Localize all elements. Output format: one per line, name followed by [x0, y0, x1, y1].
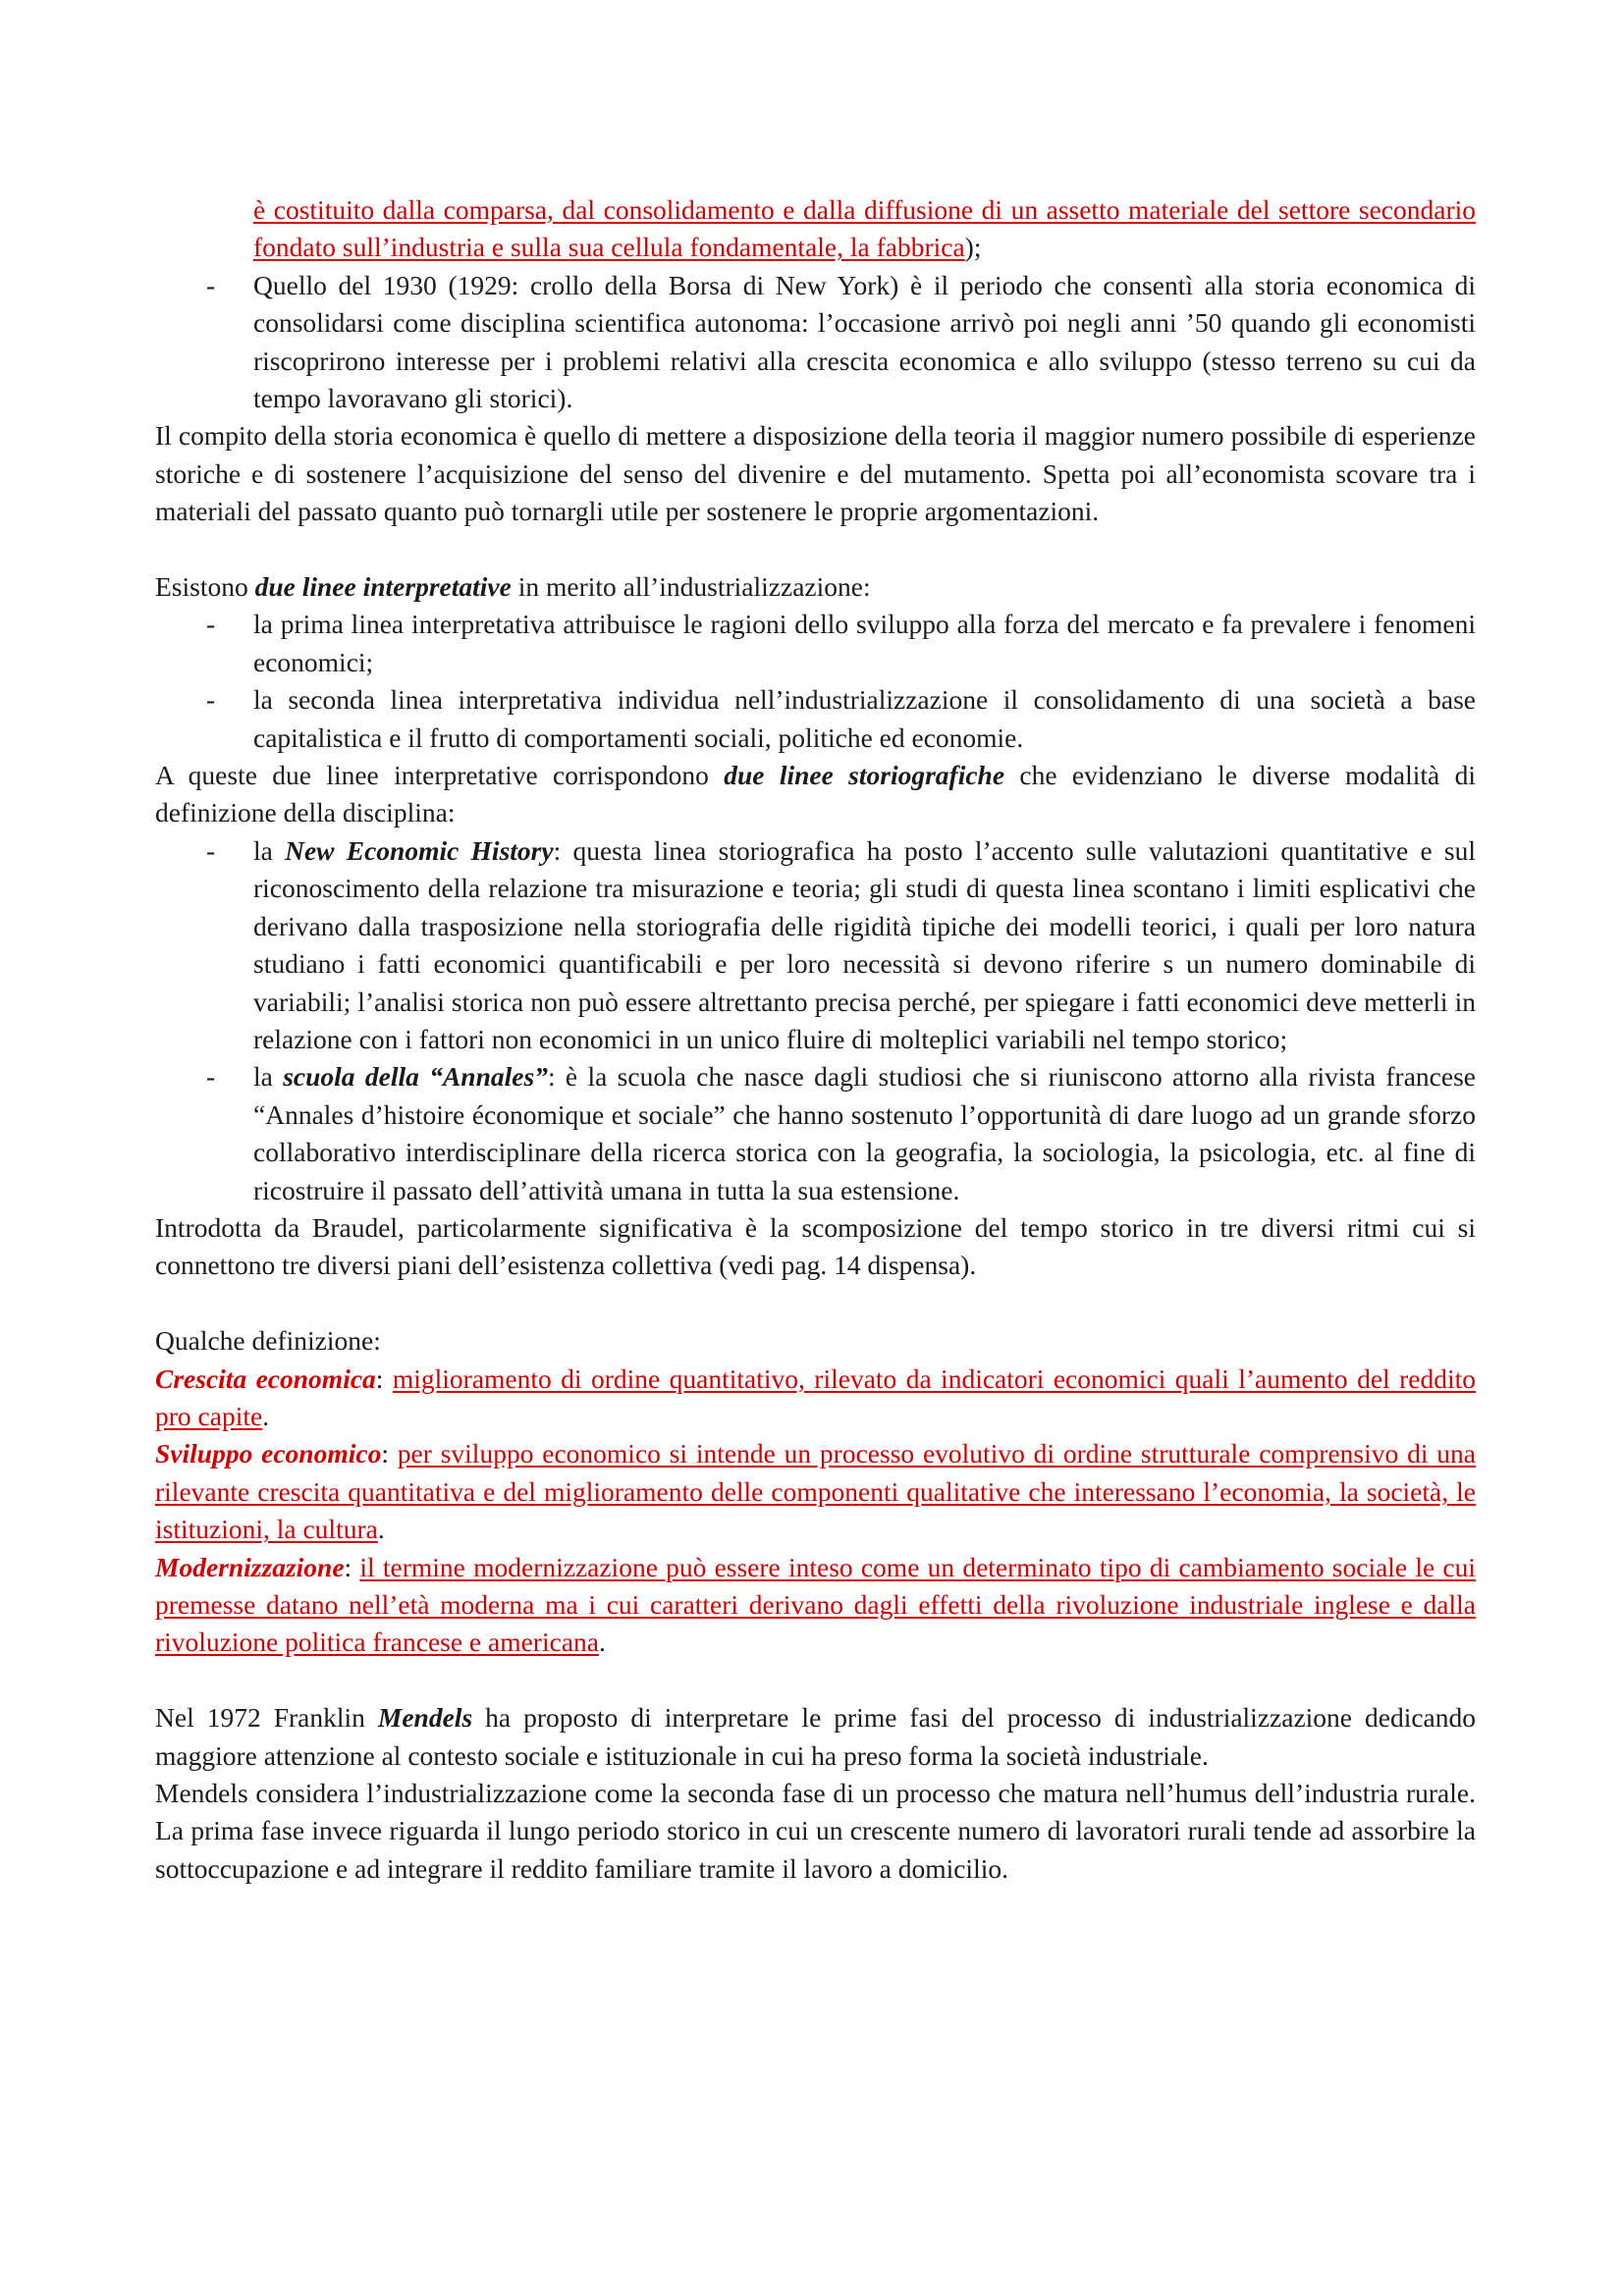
list-item-text: la prima linea interpretativa attribuisce le ragioni dello sviluppo alla forza del mercato e fa prevalere i fenomeni economici; [253, 609, 1476, 677]
lead-text-after: che evidenziano le diverse modalità di definizione della disciplina: [155, 760, 1476, 828]
red-underlined-text: è costituito dalla comparsa, dal consolidamento e dalla diffusione di un assetto materiale del settore secondario fondato sull’industria e sulla sua cellula fondamentale, la fabbrica [253, 194, 1476, 263]
definition-end: . [598, 1627, 606, 1658]
paragraph-mendels-1972 [155, 1699, 1476, 1775]
lead-text-after: in merito all’industrializzazione: [511, 571, 871, 603]
blank-line [155, 1285, 1476, 1322]
emphasis-text: New Economic History [285, 834, 554, 866]
definition-end: . [262, 1400, 270, 1431]
definition-text: per sviluppo economico si intende un processo evolutivo di ordine strutturale comprensivo di una rilevante crescita quantitativa e del miglioramento delle componenti qualitative che interessano l’economia, la società, le istituzioni, la cultura [155, 1438, 1476, 1545]
definition-text: miglioramento di ordine quantitativo, rilevato da indicatori economici quali l’aumento del reddito pro capite [155, 1362, 1476, 1431]
continued-tail: ); [964, 232, 982, 263]
page-content [155, 191, 1476, 1888]
list-item-text: : questa linea storiografica ha posto l’accento sulle valutazioni quantitative e sul riconoscimento della relazione tra misurazione e teoria; gli studi di questa linea scontano i limiti esplicativi che derivano dalla trasposizione nella storiografia delle rigidità tipiche dei modelli teorici, i quali per loro natura studiano i fatti economici quantificabili e per loro necessità si devono riferire s un numero dominabile di variabili; l’analisi storica non può essere altrettanto precisa perché, per spiegare i fatti economici deve metterli in relazione con i fattori non economici in un unico fluire di molteplici variabili nel tempo storico; [253, 834, 1476, 1054]
lead-text: A queste due linee interpretative corrispondono [155, 760, 725, 791]
paragraph-compito: Il compito della storia economica è quello di mettere a disposizione della teoria il maggior numero possibile di esperienze storiche e di sostenere l’acquisizione del senso del divenire e del mutamento. Spetta poi all’economista scovare tra i materiali del passato quanto può tornargli utile per sostenere le proprie argomentazioni. [155, 420, 1476, 527]
list-item [155, 1058, 1476, 1209]
dash-bullet: - [206, 684, 216, 716]
dash-bullet: - [206, 609, 216, 640]
emphasis-text: due linee storiografiche [724, 760, 1005, 791]
blank-line [155, 1662, 1476, 1699]
paragraph-linee-interpretative [155, 568, 1476, 606]
paragraph-linee-storiografiche [155, 757, 1476, 832]
list-item-text: : è la scuola che nasce dagli studiosi che si riuniscono attorno alla rivista francese “Annales d’histoire économique et sociale” che hanno sostenuto l’opportunità di dare luogo ad un grande sforzo collaborativo interdisciplinare della ricerca storica con la geografia, la sociologia, la psicologia, etc. al fine di ricostruire il passato dell’attività umana in tutta la sua estensione. [253, 1061, 1476, 1205]
list-item-text: Quello del 1930 (1929: crollo della Borsa di New York) è il periodo che consentì alla storia economica di consolidarsi come disciplina scientifica autonoma: l’occasione arrivò poi negli anni ’50 quando gli economisti riscoprirono interesse per i problemi relativi alla crescita economica e allo sviluppo (stesso terreno su cui da tempo lavoravano gli storici). [253, 269, 1476, 414]
definitions-heading: Qualche definizione: [155, 1325, 381, 1357]
definition-term: Crescita economica [155, 1362, 376, 1394]
list-item-prefix: la [253, 1061, 284, 1093]
definition-sviluppo [155, 1435, 1476, 1548]
list-item [155, 832, 1476, 1058]
storiografiche-list [155, 832, 1476, 1209]
list-item-prefix: la [253, 834, 286, 866]
definition-separator: : [375, 1362, 393, 1394]
list-item [155, 606, 1476, 681]
lead-text-after: ha proposto di interpretare le prime fasi del processo di industrializzazione dedicando maggiore attenzione al contesto sociale e istituzionale in cui ha preso forma la società industriale. [155, 1702, 1476, 1771]
period-list [155, 267, 1476, 418]
continued-list-item [155, 191, 1476, 267]
definition-modernizzazione [155, 1549, 1476, 1662]
definition-separator: : [381, 1438, 398, 1469]
dash-bullet: - [206, 1061, 216, 1093]
definition-term: Modernizzazione [155, 1551, 345, 1582]
lead-text: Esistono [155, 571, 255, 603]
definition-end: . [377, 1514, 385, 1545]
emphasis-text: Mendels [377, 1702, 473, 1734]
lead-text: Nel 1972 Franklin [155, 1702, 378, 1734]
emphasis-text: scuola della “Annales” [283, 1061, 548, 1093]
dash-bullet: - [206, 834, 216, 866]
definition-term: Sviluppo economico [155, 1438, 382, 1469]
blank-line [155, 531, 1476, 568]
dash-bullet: - [206, 269, 216, 300]
paragraph-mendels-phases: Mendels considera l’industrializzazione come la seconda fase di un processo che matura nell’humus dell’industria rurale. La prima fase invece riguarda il lungo periodo storico in cui un crescente numero di lavoratori rurali tende ad assorbire la sottoccupazione e ad integrare il reddito familiare tramite il lavoro a domicilio. [155, 1778, 1476, 1884]
definition-text: il termine modernizzazione può essere inteso come un determinato tipo di cambiamento sociale le cui premesse datano nell’età moderna ma i cui caratteri derivano dagli effetti della rivoluzione industriale inglese e dalla rivoluzione politica francese e americana [155, 1551, 1476, 1658]
interpretative-list [155, 606, 1476, 757]
list-item [155, 267, 1476, 418]
list-item [155, 681, 1476, 757]
definition-crescita [155, 1361, 1476, 1436]
paragraph-braudel: Introdotta da Braudel, particolarmente significativa è la scomposizione del tempo storico in tre diversi ritmi cui si connettono tre diversi piani dell’esistenza collettiva (vedi pag. 14 dispensa). [155, 1211, 1476, 1281]
emphasis-text: due linee interpretative [254, 571, 512, 603]
definition-separator: : [344, 1551, 360, 1582]
list-item-text: la seconda linea interpretativa individua nell’industrializzazione il consolidamento di una società a base capitalistica e il frutto di comportamenti sociali, politiche ed economie. [253, 684, 1476, 753]
